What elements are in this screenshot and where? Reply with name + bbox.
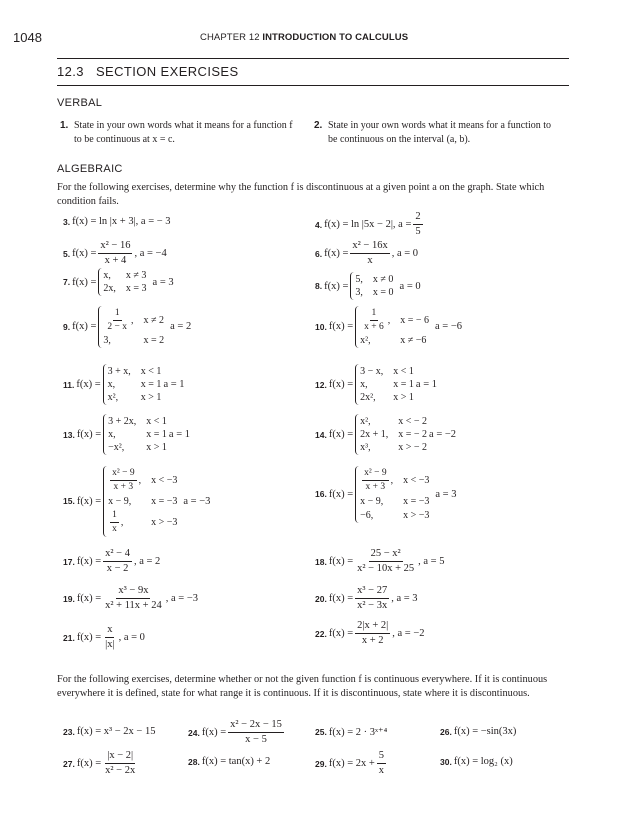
piecewise-cases (103, 466, 177, 537)
exercise-formula: f(x) = (72, 276, 97, 288)
exercise-formula: f(x) = 2x + (328, 758, 375, 770)
numerator: x³ − 27 (355, 585, 389, 599)
exercise-15 (63, 466, 210, 537)
exercise-number: 9. (63, 321, 71, 332)
exercise-number: 4. (315, 219, 323, 230)
exercise-point: , a = 0 (391, 248, 419, 260)
exercise-16 (315, 466, 456, 523)
exercise-20 (315, 585, 418, 612)
fraction (110, 510, 119, 535)
exercise-6 (315, 240, 418, 267)
numerator: 2 (413, 211, 422, 225)
case-value: 3, (103, 334, 111, 346)
exercise-point: , a = 3 (391, 593, 418, 605)
chapter-label: CHAPTER 12 (200, 32, 260, 43)
section-number: 12.3 (57, 64, 84, 79)
exercise-formula: f(x) = log₂ (x) (453, 756, 513, 767)
case-value: x², (360, 416, 371, 427)
exercise-point: a = −2 (429, 429, 457, 440)
exercise-number: 6. (315, 248, 323, 259)
exercise-number: 1. (60, 120, 69, 131)
piecewise-cases (355, 414, 427, 455)
denominator: x² − 2x (105, 765, 136, 777)
case-value: −6, (360, 509, 374, 521)
exercise-number: 16. (315, 489, 327, 500)
piecewise-cases (103, 364, 162, 405)
case-condition: x = 0 (372, 287, 394, 298)
exercise-3 (63, 216, 171, 227)
exercise-8 (315, 272, 421, 300)
exercise-number: 10. (315, 321, 327, 332)
case-value: x², (360, 334, 371, 346)
case-condition: x = 3 (125, 283, 147, 294)
denominator: x (378, 765, 385, 777)
case-value: x, (108, 429, 116, 440)
case-value: 2x, (103, 283, 116, 294)
numerator: x² − 9 (110, 468, 136, 481)
exercise-formula: f(x) = (328, 488, 354, 500)
numerator: 2|x + 2| (355, 620, 390, 634)
case-value: −x², (108, 442, 125, 453)
case-condition: x < 1 (146, 416, 167, 427)
denominator: x (367, 255, 373, 267)
case-condition: x < −3 (151, 474, 178, 486)
numerator: 1 (370, 308, 379, 321)
page-number: 1048 (13, 30, 42, 45)
fraction (362, 308, 386, 333)
instructions-discontinuity: For the following exercises, determine why the function f is discontinuous at a given point a on the graph. State which condition fails. (57, 182, 545, 207)
case-condition: x < − 2 (398, 416, 428, 427)
exercise-formula: f(x) = ln |x + 3|, a = − 3 (72, 216, 171, 227)
case-condition: x = −3 (403, 495, 430, 507)
algebraic-heading: ALGEBRAIC (57, 163, 123, 175)
case-value: x, (360, 379, 368, 390)
exercise-point: , a = 0 (118, 632, 145, 644)
case-value: $\frac{\text{x² − 9}}{x + 3}$ , (112, 468, 142, 492)
exercise-number: 14. (315, 429, 327, 440)
fraction (413, 211, 422, 238)
exercise-point: , a = −4 (134, 248, 167, 260)
exercise-formula: f(x) = (324, 280, 349, 292)
exercise-number: 29. (315, 758, 327, 769)
exercise-25 (315, 726, 387, 738)
case-value: 5, (355, 274, 363, 285)
exercise-point: , a = 5 (418, 556, 445, 568)
numerator: x² − 4 (103, 548, 132, 562)
fraction (103, 750, 137, 777)
numerator: x² − 2x − 15 (228, 719, 284, 733)
case-value: 3 + 2x, (108, 416, 137, 427)
exercise-number: 20. (315, 593, 327, 604)
exercise-formula: f(x) = (76, 632, 102, 644)
case-condition: x = − 6 (400, 314, 430, 326)
piecewise-cases (350, 272, 393, 300)
numerator: x³ − 9x (116, 585, 150, 599)
exercise-formula: f(x) = (328, 556, 354, 568)
numerator: 1 (113, 308, 122, 321)
exercise-number: 22. (315, 628, 327, 639)
case-value: 3, (355, 287, 363, 298)
denominator: x + 6 (364, 321, 384, 332)
case-value: 2x + 1, (360, 429, 389, 440)
exercise-number: 27. (63, 758, 75, 769)
exercise-formula: f(x) = −sin(3x) (453, 726, 517, 737)
case-condition: x > − 2 (398, 442, 428, 453)
exercise-formula: f(x) = (76, 495, 102, 507)
denominator: x² + 11x + 24 (105, 600, 162, 612)
numerator: 5 (377, 750, 386, 764)
denominator: x − 5 (245, 734, 267, 746)
piecewise-cases (355, 306, 429, 348)
exercise-formula: f(x) = (328, 593, 354, 605)
exercise-10 (315, 306, 462, 348)
exercise-number: 28. (188, 756, 200, 767)
denominator: x + 2 (361, 635, 384, 647)
exercise-number: 12. (315, 379, 327, 390)
exercise-number: 7. (63, 277, 71, 287)
case-condition: x ≠ −6 (400, 334, 427, 346)
case-condition: x < 1 (393, 366, 414, 377)
exercise-formula: f(x) = (328, 379, 354, 390)
numerator: x (105, 624, 114, 638)
fraction (98, 240, 132, 267)
verbal-exercise-2 (314, 119, 554, 147)
exercise-21 (63, 624, 145, 651)
exercise-22 (315, 620, 425, 647)
case-condition: x ≠ 3 (125, 270, 147, 281)
denominator: x (112, 523, 117, 534)
exercise-30 (440, 756, 513, 767)
fraction (103, 585, 164, 612)
exercise-formula: f(x) = (72, 248, 97, 260)
case-value: x − 9, (108, 495, 132, 507)
denominator: x + 3 (365, 481, 386, 492)
exercise-formula: f(x) = tan(x) + 2 (201, 756, 271, 767)
piecewise-cases (103, 414, 167, 455)
case-value: $\frac{1}{x + 6}$ , (364, 308, 391, 332)
exercise-formula: f(x) = ln |5x − 2|, a = (324, 219, 412, 231)
denominator: x² − 10x + 25 (357, 563, 415, 575)
exercise-point: a = −6 (435, 321, 463, 333)
exercise-number: 19. (63, 593, 75, 604)
exercise-number: 26. (440, 726, 452, 737)
fraction (350, 240, 389, 267)
exercise-5 (63, 240, 167, 267)
exercise-17 (63, 548, 160, 575)
section-title-text: SECTION EXERCISES (95, 64, 239, 79)
case-condition: x = 2 (143, 334, 165, 346)
exercise-4 (315, 211, 425, 238)
fraction (362, 468, 388, 493)
denominator: 5 (415, 226, 421, 238)
exercise-formula: f(x) = 2 · 3ˣ⁺⁴ (328, 727, 388, 738)
header-rule-bottom (57, 85, 569, 86)
case-value: 3 + x, (107, 366, 131, 377)
fraction (103, 548, 132, 575)
chapter-header (200, 32, 408, 43)
exercise-12 (315, 364, 437, 405)
numerator: x² − 16x (350, 240, 389, 254)
header-rule-top (57, 58, 569, 59)
exercise-formula: f(x) = (76, 593, 102, 605)
exercise-formula: f(x) = x³ − 2x − 15 (76, 726, 156, 737)
exercise-number: 23. (63, 726, 75, 737)
case-condition: x > −3 (403, 509, 430, 521)
case-condition: x ≠ 2 (143, 314, 164, 326)
exercise-number: 24. (188, 727, 200, 738)
chapter-title: INTRODUCTION TO CALCULUS (262, 32, 409, 43)
instructions-continuity: For the following exercises, determine whether or not the given function f is continuous everywhere. If it is continuous everywhere it is defined, state for what range it is continuous. If it is discontinuous, state where it is discontinuous. (57, 674, 548, 699)
denominator: x² − 3x (357, 600, 388, 612)
exercise-text: State in your own words what it means for a function f to be continuous at x = c. (74, 120, 293, 145)
section-title (57, 64, 239, 79)
fraction (105, 308, 129, 333)
piecewise-cases (355, 466, 429, 523)
exercise-number: 30. (440, 756, 452, 767)
exercise-formula: f(x) = (328, 321, 354, 333)
exercise-point: a = 1 (163, 379, 185, 390)
exercise-formula: f(x) = (328, 429, 354, 440)
case-condition: x ≠ 0 (372, 274, 394, 285)
exercise-number: 11. (63, 379, 75, 390)
case-condition: x > −3 (151, 516, 178, 528)
exercise-number: 18. (315, 556, 327, 567)
exercise-point: a = −3 (183, 495, 211, 507)
exercise-number: 8. (315, 281, 323, 291)
denominator: x + 4 (104, 255, 127, 267)
case-condition: x > 1 (393, 392, 414, 403)
piecewise-cases (98, 306, 164, 348)
exercise-point: , a = 2 (133, 556, 161, 568)
verbal-exercise-1 (60, 119, 300, 147)
exercise-7 (63, 268, 174, 296)
case-value: $\frac{1}{2 - x}$ , (107, 308, 134, 332)
exercise-27 (63, 750, 139, 777)
exercise-9 (63, 306, 191, 348)
exercise-point: a = 2 (170, 321, 192, 333)
case-condition: x < 1 (140, 366, 162, 377)
exercise-number: 15. (63, 496, 75, 507)
case-condition: x = −3 (151, 495, 178, 507)
case-value: x, (103, 270, 111, 281)
case-value: x³, (360, 442, 371, 453)
exercise-point: a = 1 (415, 379, 437, 390)
exercise-formula: f(x) = (324, 248, 349, 260)
fraction (377, 750, 386, 777)
exercise-number: 13. (63, 429, 75, 440)
exercise-formula: f(x) = (72, 321, 97, 333)
denominator: 2 − x (107, 321, 127, 332)
exercise-24 (188, 719, 286, 746)
case-condition: x > 1 (146, 442, 167, 453)
case-condition: x = 1 (393, 379, 414, 390)
exercise-formula: f(x) = (201, 727, 227, 739)
numerator: |x − 2| (105, 750, 135, 764)
numerator: x² − 16 (98, 240, 132, 254)
exercise-number: 25. (315, 727, 327, 737)
piecewise-cases (355, 364, 414, 405)
exercise-point: a = 3 (152, 276, 174, 288)
fraction (228, 719, 284, 746)
exercise-number: 2. (314, 120, 323, 131)
exercise-formula: f(x) = (76, 758, 102, 770)
exercise-formula: f(x) = (328, 628, 354, 640)
exercise-number: 5. (63, 248, 71, 259)
exercise-number: 17. (63, 556, 75, 567)
exercise-13 (63, 414, 190, 455)
case-value: x², (107, 392, 119, 403)
numerator: 1 (110, 510, 119, 523)
fraction (110, 468, 136, 493)
exercise-14 (315, 414, 456, 455)
case-condition: x < −3 (403, 474, 430, 486)
case-condition: x = 1 (146, 429, 167, 440)
exercise-29 (315, 750, 388, 777)
exercise-11 (63, 364, 185, 405)
denominator: x − 2 (106, 563, 129, 575)
numerator: 25 − x² (369, 548, 403, 562)
exercise-number: 21. (63, 632, 75, 643)
piecewise-cases (98, 268, 146, 296)
fraction (103, 624, 116, 651)
exercise-point: a = 3 (435, 488, 457, 500)
exercise-23 (63, 726, 155, 737)
exercise-point: a = 1 (168, 429, 190, 440)
fraction (355, 620, 390, 647)
verbal-heading: VERBAL (57, 97, 103, 109)
exercise-text: State in your own words what it means for a function to be continuous on the interval (a, b). (328, 120, 552, 145)
exercise-18 (315, 548, 444, 575)
case-condition: x = − 2 (398, 429, 428, 440)
case-value: $\frac{1}{x}$ , (112, 509, 124, 534)
exercise-formula: f(x) = (76, 556, 102, 568)
exercise-point: , a = −2 (392, 628, 425, 640)
exercise-formula: f(x) = (76, 379, 101, 390)
case-value: x − 9, (360, 495, 384, 507)
exercise-28 (188, 756, 270, 767)
exercise-26 (440, 726, 516, 737)
exercise-number: 3. (63, 216, 71, 227)
exercise-point: a = 0 (399, 280, 421, 292)
fraction (355, 548, 416, 575)
case-value: $\frac{\text{x² − 9}}{x + 3}$ , (364, 468, 394, 492)
case-condition: x > 1 (140, 392, 162, 403)
case-condition: x = 1 (140, 379, 162, 390)
exercise-point: , a = −3 (165, 593, 198, 605)
denominator: |x| (105, 639, 115, 651)
numerator: x² − 9 (362, 468, 388, 481)
denominator: x + 3 (113, 481, 134, 492)
fraction (355, 585, 389, 612)
case-value: 2x², (360, 392, 376, 403)
case-value: 3 − x, (360, 366, 384, 377)
exercise-19 (63, 585, 198, 612)
exercise-formula: f(x) = (76, 429, 102, 440)
case-value: x, (107, 379, 116, 390)
